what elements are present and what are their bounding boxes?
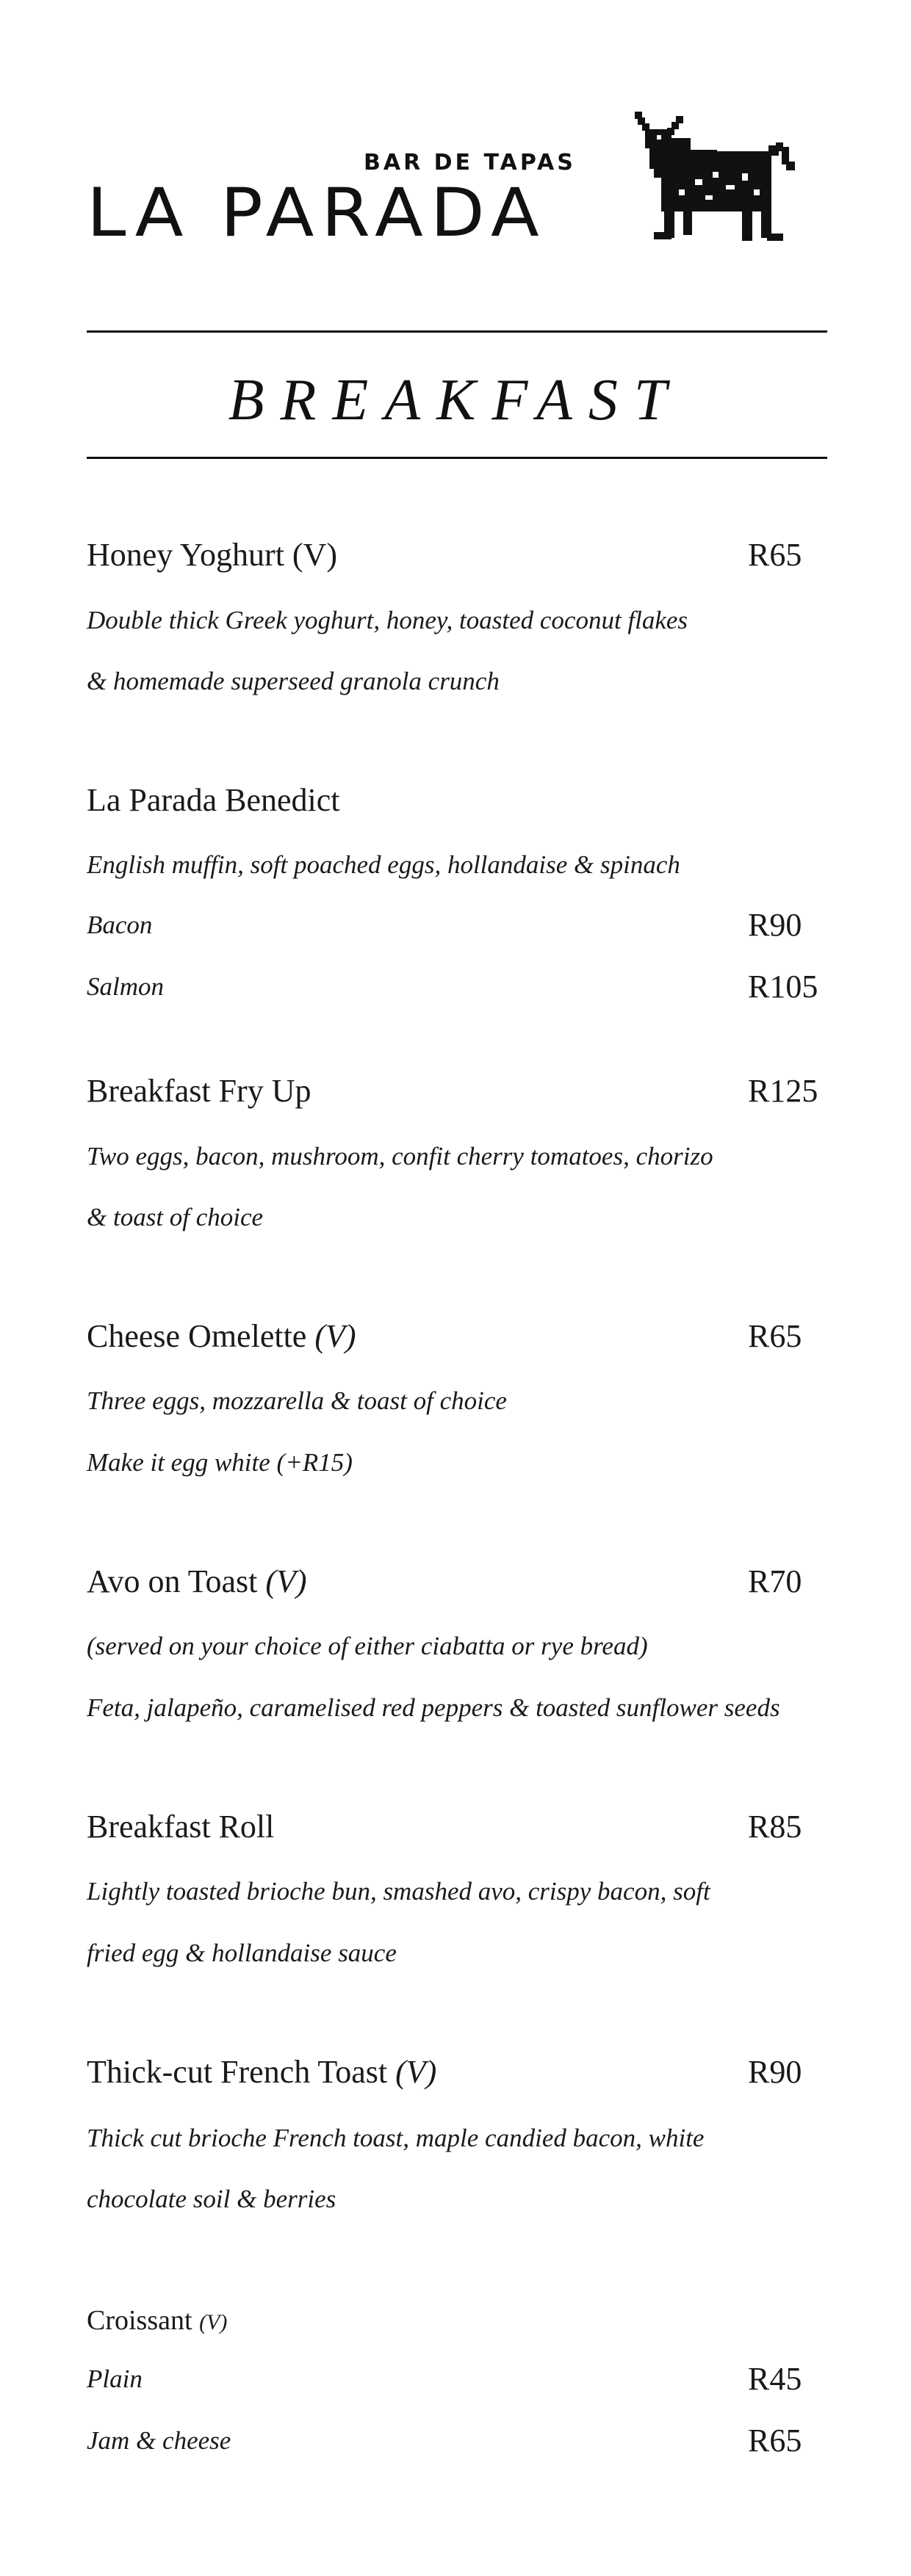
vegetarian-tag: (V) xyxy=(292,537,338,573)
menu-option-price: R105 xyxy=(748,969,818,1005)
menu-option-label: Salmon xyxy=(87,972,164,1001)
vegetarian-tag: (V) xyxy=(395,2054,437,2090)
menu-item-name: Croissant (V) xyxy=(87,2305,228,2336)
menu-item-description: Double thick Greek yoghurt, honey, toasted coconut flakes xyxy=(87,606,688,634)
menu-item-description: & toast of choice xyxy=(87,1203,264,1231)
header-divider-bottom xyxy=(87,457,827,459)
menu-option-price: R90 xyxy=(748,907,802,943)
vegetarian-tag: (V) xyxy=(265,1563,307,1599)
menu-item-price: R90 xyxy=(748,2054,802,2090)
menu-item-description: Thick cut brioche French toast, maple candied bacon, white xyxy=(87,2124,705,2152)
menu-item-name: La Parada Benedict xyxy=(87,782,340,818)
menu-item-price: R70 xyxy=(748,1563,802,1599)
menu-item-name: Cheese Omelette (V) xyxy=(87,1318,356,1354)
menu-item-price: R65 xyxy=(748,1318,802,1354)
menu-option-label: Plain xyxy=(87,2365,143,2393)
menu-option-price: R65 xyxy=(748,2423,802,2459)
menu-option-label: Jam & cheese xyxy=(87,2426,231,2455)
menu-item-name: Thick-cut French Toast (V) xyxy=(87,2054,437,2090)
menu-item-description: Three eggs, mozzarella & toast of choice xyxy=(87,1386,507,1415)
section-title: BREAKFAST xyxy=(228,368,683,433)
menu-item-price: R85 xyxy=(748,1809,802,1845)
menu-option-label: Bacon xyxy=(87,911,153,939)
vegetarian-tag: (V) xyxy=(314,1318,356,1354)
menu-item-description: Feta, jalapeño, caramelised red peppers & toasted sunflower seeds xyxy=(87,1693,780,1722)
logo-wordmark: LA PARADA xyxy=(87,173,547,252)
menu-item-description: Lightly toasted brioche bun, smashed avo, crispy bacon, soft xyxy=(87,1877,710,1906)
logo-subtitle: BAR DE TAPAS xyxy=(364,150,576,176)
vegetarian-tag: (V) xyxy=(199,2310,228,2334)
menu-item-description: English muffin, soft poached eggs, hollandaise & spinach xyxy=(87,850,680,879)
menu-item-price: R125 xyxy=(748,1073,818,1109)
menu-item-price: R65 xyxy=(748,537,802,573)
menu-item-name: Breakfast Roll xyxy=(87,1809,275,1845)
menu-item-description: (served on your choice of either ciabatta or rye bread) xyxy=(87,1632,648,1660)
menu-item-name: Honey Yoghurt (V) xyxy=(87,537,338,573)
menu-item-description: chocolate soil & berries xyxy=(87,2185,336,2213)
menu-item-description: Make it egg white (+R15) xyxy=(87,1448,353,1477)
menu-item-description: Two eggs, bacon, mushroom, confit cherry tomatoes, chorizo xyxy=(87,1142,713,1171)
menu-item-description: fried egg & hollandaise sauce xyxy=(87,1939,397,1967)
menu-item-name: Breakfast Fry Up xyxy=(87,1073,312,1109)
bull-icon xyxy=(632,109,801,248)
menu-item-name: Avo on Toast (V) xyxy=(87,1563,307,1599)
menu-item-description: & homemade superseed granola crunch xyxy=(87,667,500,695)
menu-option-price: R45 xyxy=(748,2361,802,2397)
header-divider-top xyxy=(87,330,827,333)
